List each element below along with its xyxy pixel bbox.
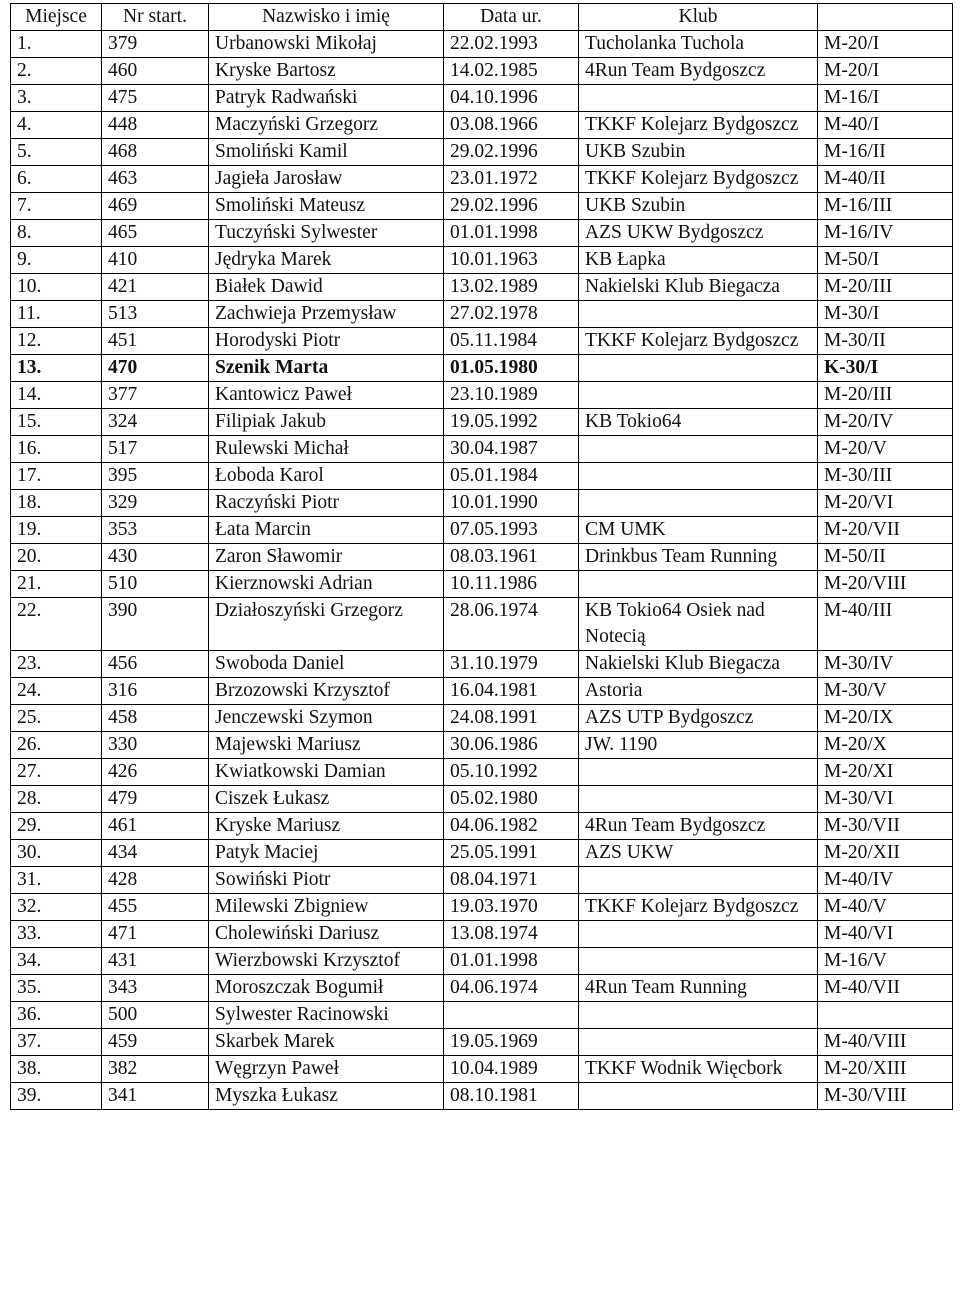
place-cell: 24. <box>11 678 102 705</box>
birth-date-cell: 05.11.1984 <box>444 328 579 355</box>
table-row <box>11 112 953 139</box>
birth-date-cell: 08.03.1961 <box>444 544 579 571</box>
start-number-cell: 451 <box>102 328 209 355</box>
place-cell: 4. <box>11 112 102 139</box>
birth-date-cell: 10.04.1989 <box>444 1056 579 1083</box>
start-number-cell: 382 <box>102 1056 209 1083</box>
start-number-cell: 468 <box>102 139 209 166</box>
birth-date-cell: 05.10.1992 <box>444 759 579 786</box>
table-row <box>11 247 953 274</box>
name-cell: Kierznowski Adrian <box>209 571 444 598</box>
name-cell: Ciszek Łukasz <box>209 786 444 813</box>
club-cell <box>579 948 818 975</box>
start-number-cell: 479 <box>102 786 209 813</box>
birth-date-cell: 25.05.1991 <box>444 840 579 867</box>
header-category <box>818 4 953 31</box>
place-cell: 2. <box>11 58 102 85</box>
birth-date-cell: 04.06.1974 <box>444 975 579 1002</box>
place-cell: 35. <box>11 975 102 1002</box>
birth-date-cell: 13.02.1989 <box>444 274 579 301</box>
results-table <box>10 3 953 1110</box>
name-cell: Łata Marcin <box>209 517 444 544</box>
start-number-cell: 330 <box>102 732 209 759</box>
header-birth-date: Data ur. <box>444 4 579 31</box>
category-cell: M-16/III <box>818 193 953 220</box>
category-cell: M-20/I <box>818 58 953 85</box>
club-cell <box>579 301 818 328</box>
place-cell: 16. <box>11 436 102 463</box>
name-cell: Urbanowski Mikołaj <box>209 31 444 58</box>
birth-date-cell: 01.05.1980 <box>444 355 579 382</box>
birth-date-cell: 01.01.1998 <box>444 220 579 247</box>
start-number-cell: 410 <box>102 247 209 274</box>
start-number-cell: 421 <box>102 274 209 301</box>
category-cell: M-20/XI <box>818 759 953 786</box>
category-cell: M-16/I <box>818 85 953 112</box>
club-cell: TKKF Kolejarz Bydgoszcz <box>579 328 818 355</box>
club-cell <box>579 463 818 490</box>
birth-date-cell: 29.02.1996 <box>444 139 579 166</box>
place-cell: 11. <box>11 301 102 328</box>
birth-date-cell: 05.01.1984 <box>444 463 579 490</box>
birth-date-cell: 16.04.1981 <box>444 678 579 705</box>
start-number-cell: 431 <box>102 948 209 975</box>
category-cell: M-40/II <box>818 166 953 193</box>
name-cell: Jenczewski Szymon <box>209 705 444 732</box>
name-cell: Kwiatkowski Damian <box>209 759 444 786</box>
category-cell: K-30/I <box>818 355 953 382</box>
name-cell: Kantowicz Paweł <box>209 382 444 409</box>
start-number-cell: 316 <box>102 678 209 705</box>
table-row <box>11 544 953 571</box>
table-row <box>11 58 953 85</box>
place-cell: 39. <box>11 1083 102 1110</box>
start-number-cell: 459 <box>102 1029 209 1056</box>
birth-date-cell: 10.01.1990 <box>444 490 579 517</box>
place-cell: 36. <box>11 1002 102 1029</box>
category-cell: M-20/IX <box>818 705 953 732</box>
place-cell: 10. <box>11 274 102 301</box>
start-number-cell: 500 <box>102 1002 209 1029</box>
start-number-cell: 471 <box>102 921 209 948</box>
birth-date-cell: 24.08.1991 <box>444 705 579 732</box>
category-cell: M-30/IV <box>818 651 953 678</box>
place-cell: 13. <box>11 355 102 382</box>
table-row <box>11 975 953 1002</box>
name-cell: Jędryka Marek <box>209 247 444 274</box>
name-cell: Cholewiński Dariusz <box>209 921 444 948</box>
header-row <box>11 4 953 31</box>
name-cell: Szenik Marta <box>209 355 444 382</box>
birth-date-cell: 22.02.1993 <box>444 31 579 58</box>
club-cell: Drinkbus Team Running <box>579 544 818 571</box>
place-cell: 25. <box>11 705 102 732</box>
name-cell: Białek Dawid <box>209 274 444 301</box>
name-cell: Kryske Mariusz <box>209 813 444 840</box>
birth-date-cell: 19.05.1992 <box>444 409 579 436</box>
club-cell: TKKF Kolejarz Bydgoszcz <box>579 166 818 193</box>
club-cell: UKB Szubin <box>579 193 818 220</box>
category-cell: M-20/IV <box>818 409 953 436</box>
category-cell: M-20/I <box>818 31 953 58</box>
club-cell <box>579 382 818 409</box>
club-cell: JW. 1190 <box>579 732 818 759</box>
place-cell: 15. <box>11 409 102 436</box>
place-cell: 14. <box>11 382 102 409</box>
birth-date-cell: 14.02.1985 <box>444 58 579 85</box>
name-cell: Zaron Sławomir <box>209 544 444 571</box>
start-number-cell: 455 <box>102 894 209 921</box>
club-cell: 4Run Team Running <box>579 975 818 1002</box>
start-number-cell: 430 <box>102 544 209 571</box>
table-row <box>11 840 953 867</box>
club-cell: Astoria <box>579 678 818 705</box>
name-cell: Majewski Mariusz <box>209 732 444 759</box>
club-cell <box>579 85 818 112</box>
category-cell: M-50/I <box>818 247 953 274</box>
table-row <box>11 85 953 112</box>
table-row <box>11 948 953 975</box>
table-row <box>11 355 953 382</box>
place-cell: 33. <box>11 921 102 948</box>
start-number-cell: 379 <box>102 31 209 58</box>
category-cell: M-20/V <box>818 436 953 463</box>
club-cell <box>579 867 818 894</box>
birth-date-cell: 19.05.1969 <box>444 1029 579 1056</box>
start-number-cell: 465 <box>102 220 209 247</box>
name-cell: Kryske Bartosz <box>209 58 444 85</box>
place-cell: 38. <box>11 1056 102 1083</box>
table-row <box>11 759 953 786</box>
table-row <box>11 31 953 58</box>
table-row <box>11 867 953 894</box>
start-number-cell: 469 <box>102 193 209 220</box>
club-cell: AZS UKW <box>579 840 818 867</box>
birth-date-cell: 27.02.1978 <box>444 301 579 328</box>
club-cell: KB Tokio64 Osiek nad Notecią <box>579 598 818 651</box>
club-cell: 4Run Team Bydgoszcz <box>579 58 818 85</box>
club-cell: AZS UTP Bydgoszcz <box>579 705 818 732</box>
start-number-cell: 513 <box>102 301 209 328</box>
start-number-cell: 456 <box>102 651 209 678</box>
birth-date-cell: 19.03.1970 <box>444 894 579 921</box>
club-cell: Nakielski Klub Biegacza <box>579 651 818 678</box>
club-cell <box>579 436 818 463</box>
name-cell: Filipiak Jakub <box>209 409 444 436</box>
place-cell: 17. <box>11 463 102 490</box>
name-cell: Milewski Zbigniew <box>209 894 444 921</box>
category-cell: M-20/III <box>818 274 953 301</box>
table-row <box>11 1056 953 1083</box>
club-cell <box>579 355 818 382</box>
place-cell: 28. <box>11 786 102 813</box>
birth-date-cell: 28.06.1974 <box>444 598 579 651</box>
table-row <box>11 166 953 193</box>
place-cell: 3. <box>11 85 102 112</box>
club-cell <box>579 490 818 517</box>
name-cell: Wierzbowski Krzysztof <box>209 948 444 975</box>
category-cell: M-40/VI <box>818 921 953 948</box>
start-number-cell: 395 <box>102 463 209 490</box>
place-cell: 22. <box>11 598 102 651</box>
start-number-cell: 470 <box>102 355 209 382</box>
birth-date-cell: 01.01.1998 <box>444 948 579 975</box>
start-number-cell: 324 <box>102 409 209 436</box>
category-cell: M-40/IV <box>818 867 953 894</box>
category-cell: M-20/X <box>818 732 953 759</box>
name-cell: Zachwieja Przemysław <box>209 301 444 328</box>
birth-date-cell: 04.06.1982 <box>444 813 579 840</box>
club-cell: TKKF Kolejarz Bydgoszcz <box>579 894 818 921</box>
name-cell: Horodyski Piotr <box>209 328 444 355</box>
club-cell: AZS UKW Bydgoszcz <box>579 220 818 247</box>
club-cell: KB Tokio64 <box>579 409 818 436</box>
category-cell: M-30/III <box>818 463 953 490</box>
club-cell: 4Run Team Bydgoszcz <box>579 813 818 840</box>
name-cell: Myszka Łukasz <box>209 1083 444 1110</box>
start-number-cell: 461 <box>102 813 209 840</box>
table-row <box>11 463 953 490</box>
table-row <box>11 382 953 409</box>
place-cell: 20. <box>11 544 102 571</box>
place-cell: 19. <box>11 517 102 544</box>
birth-date-cell: 10.11.1986 <box>444 571 579 598</box>
name-cell: Smoliński Mateusz <box>209 193 444 220</box>
name-cell: Raczyński Piotr <box>209 490 444 517</box>
table-row <box>11 436 953 463</box>
category-cell: M-16/V <box>818 948 953 975</box>
start-number-cell: 329 <box>102 490 209 517</box>
table-row <box>11 894 953 921</box>
name-cell: Łoboda Karol <box>209 463 444 490</box>
category-cell: M-30/I <box>818 301 953 328</box>
place-cell: 26. <box>11 732 102 759</box>
category-cell: M-20/XIII <box>818 1056 953 1083</box>
category-cell: M-16/II <box>818 139 953 166</box>
birth-date-cell: 23.01.1972 <box>444 166 579 193</box>
category-cell: M-30/VII <box>818 813 953 840</box>
club-cell <box>579 759 818 786</box>
club-cell: CM UMK <box>579 517 818 544</box>
birth-date-cell: 08.04.1971 <box>444 867 579 894</box>
category-cell: M-16/IV <box>818 220 953 247</box>
table-row <box>11 651 953 678</box>
name-cell: Rulewski Michał <box>209 436 444 463</box>
start-number-cell: 353 <box>102 517 209 544</box>
table-row <box>11 1029 953 1056</box>
birth-date-cell: 03.08.1966 <box>444 112 579 139</box>
place-cell: 34. <box>11 948 102 975</box>
start-number-cell: 426 <box>102 759 209 786</box>
name-cell: Skarbek Marek <box>209 1029 444 1056</box>
club-cell: KB Łapka <box>579 247 818 274</box>
place-cell: 27. <box>11 759 102 786</box>
category-cell: M-30/VI <box>818 786 953 813</box>
header-place: Miejsce <box>11 4 102 31</box>
birth-date-cell: 29.02.1996 <box>444 193 579 220</box>
results-body <box>11 31 953 1110</box>
club-cell: UKB Szubin <box>579 139 818 166</box>
results-document <box>10 3 953 1110</box>
name-cell: Sowiński Piotr <box>209 867 444 894</box>
start-number-cell: 434 <box>102 840 209 867</box>
name-cell: Jagieła Jarosław <box>209 166 444 193</box>
category-cell: M-20/III <box>818 382 953 409</box>
place-cell: 37. <box>11 1029 102 1056</box>
header-name: Nazwisko i imię <box>209 4 444 31</box>
table-row <box>11 678 953 705</box>
club-cell <box>579 921 818 948</box>
table-row <box>11 517 953 544</box>
category-cell: M-30/VIII <box>818 1083 953 1110</box>
category-cell <box>818 1002 953 1029</box>
name-cell: Brzozowski Krzysztof <box>209 678 444 705</box>
table-row <box>11 409 953 436</box>
table-row <box>11 921 953 948</box>
header-start-number: Nr start. <box>102 4 209 31</box>
category-cell: M-40/VII <box>818 975 953 1002</box>
table-row <box>11 139 953 166</box>
place-cell: 5. <box>11 139 102 166</box>
name-cell: Sylwester Racinowski <box>209 1002 444 1029</box>
start-number-cell: 341 <box>102 1083 209 1110</box>
name-cell: Patryk Radwański <box>209 85 444 112</box>
birth-date-cell: 13.08.1974 <box>444 921 579 948</box>
club-cell <box>579 1002 818 1029</box>
category-cell: M-50/II <box>818 544 953 571</box>
club-cell <box>579 1083 818 1110</box>
table-row <box>11 1083 953 1110</box>
category-cell: M-20/XII <box>818 840 953 867</box>
birth-date-cell: 05.02.1980 <box>444 786 579 813</box>
club-cell: Nakielski Klub Biegacza <box>579 274 818 301</box>
place-cell: 7. <box>11 193 102 220</box>
place-cell: 18. <box>11 490 102 517</box>
birth-date-cell: 04.10.1996 <box>444 85 579 112</box>
place-cell: 31. <box>11 867 102 894</box>
category-cell: M-20/VIII <box>818 571 953 598</box>
start-number-cell: 458 <box>102 705 209 732</box>
club-cell: Tucholanka Tuchola <box>579 31 818 58</box>
header-club: Klub <box>579 4 818 31</box>
table-row <box>11 301 953 328</box>
table-row <box>11 705 953 732</box>
table-row <box>11 813 953 840</box>
place-cell: 32. <box>11 894 102 921</box>
start-number-cell: 463 <box>102 166 209 193</box>
name-cell: Tuczyński Sylwester <box>209 220 444 247</box>
start-number-cell: 510 <box>102 571 209 598</box>
place-cell: 6. <box>11 166 102 193</box>
name-cell: Patyk Maciej <box>209 840 444 867</box>
table-row <box>11 328 953 355</box>
table-row <box>11 220 953 247</box>
category-cell: M-40/VIII <box>818 1029 953 1056</box>
table-row <box>11 786 953 813</box>
name-cell: Maczyński Grzegorz <box>209 112 444 139</box>
table-row <box>11 571 953 598</box>
club-cell: TKKF Kolejarz Bydgoszcz <box>579 112 818 139</box>
name-cell: Węgrzyn Paweł <box>209 1056 444 1083</box>
birth-date-cell: 23.10.1989 <box>444 382 579 409</box>
start-number-cell: 460 <box>102 58 209 85</box>
start-number-cell: 390 <box>102 598 209 651</box>
table-row <box>11 732 953 759</box>
birth-date-cell: 31.10.1979 <box>444 651 579 678</box>
start-number-cell: 343 <box>102 975 209 1002</box>
place-cell: 21. <box>11 571 102 598</box>
table-row <box>11 490 953 517</box>
place-cell: 29. <box>11 813 102 840</box>
birth-date-cell: 10.01.1963 <box>444 247 579 274</box>
birth-date-cell: 30.06.1986 <box>444 732 579 759</box>
place-cell: 12. <box>11 328 102 355</box>
club-cell <box>579 571 818 598</box>
club-cell <box>579 1029 818 1056</box>
table-row <box>11 274 953 301</box>
start-number-cell: 475 <box>102 85 209 112</box>
place-cell: 8. <box>11 220 102 247</box>
club-cell <box>579 786 818 813</box>
birth-date-cell: 08.10.1981 <box>444 1083 579 1110</box>
place-cell: 30. <box>11 840 102 867</box>
birth-date-cell: 30.04.1987 <box>444 436 579 463</box>
category-cell: M-30/II <box>818 328 953 355</box>
birth-date-cell: 07.05.1993 <box>444 517 579 544</box>
category-cell: M-20/VI <box>818 490 953 517</box>
start-number-cell: 448 <box>102 112 209 139</box>
category-cell: M-40/I <box>818 112 953 139</box>
table-row <box>11 193 953 220</box>
start-number-cell: 428 <box>102 867 209 894</box>
birth-date-cell <box>444 1002 579 1029</box>
start-number-cell: 517 <box>102 436 209 463</box>
category-cell: M-40/V <box>818 894 953 921</box>
start-number-cell: 377 <box>102 382 209 409</box>
name-cell: Smoliński Kamil <box>209 139 444 166</box>
place-cell: 23. <box>11 651 102 678</box>
category-cell: M-40/III <box>818 598 953 651</box>
category-cell: M-20/VII <box>818 517 953 544</box>
club-cell: TKKF Wodnik Więcbork <box>579 1056 818 1083</box>
place-cell: 1. <box>11 31 102 58</box>
name-cell: Działoszyński Grzegorz <box>209 598 444 651</box>
name-cell: Swoboda Daniel <box>209 651 444 678</box>
name-cell: Moroszczak Bogumił <box>209 975 444 1002</box>
table-row <box>11 598 953 651</box>
place-cell: 9. <box>11 247 102 274</box>
table-row <box>11 1002 953 1029</box>
category-cell: M-30/V <box>818 678 953 705</box>
